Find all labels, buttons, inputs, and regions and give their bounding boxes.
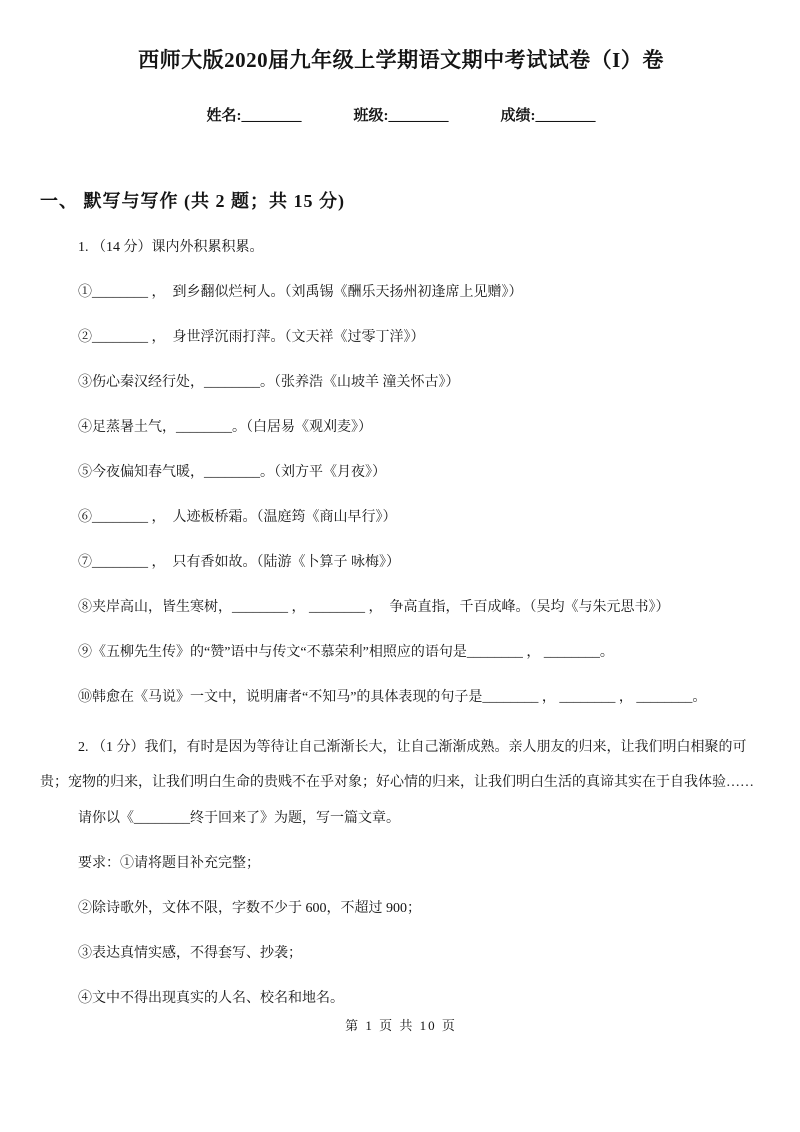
- question-1-item-2: ②________ ， 身世浮沉雨打萍。（文天祥《过零丁洋》）: [78, 330, 425, 345]
- student-info-row: [40, 104, 762, 125]
- question-1-item-4: ④足蒸暑土气，________。（白居易《观刈麦》）: [78, 420, 372, 435]
- page-title: 西师大版2020届九年级上学期语文期中考试试卷（I）卷: [138, 48, 664, 72]
- question-1-item-7: ⑦________ ， 只有香如故。（陆游《卜算子 咏梅》）: [78, 555, 400, 570]
- student-name-field: 姓名:________: [206, 108, 302, 124]
- student-score-field: 成绩:________: [500, 108, 596, 124]
- question-1-item-5: ⑤今夜偏知春气暖，________。（刘方平《月夜》）: [78, 465, 386, 480]
- question-1-item-9: ⑨《五柳先生传》的“赞”语中与传文“不慕荣利”相照应的语句是________ ， ________。: [78, 645, 614, 660]
- question-2-intro: 2. （1 分）我们，有时是因为等待让自己渐渐长大，让自己渐渐成熟。亲人朋友的归来，让我们明白相聚的可贵；宠物的归来，让我们明白生命的贵贱不在乎对象；好心情的归来，让我们明白生活的真谛其实在于自我体验……: [40, 740, 754, 790]
- requirement-line-3: ③表达真情实感，不得套写、抄袭；: [78, 946, 302, 961]
- essay-title-line: 请你以《________终于回来了》为题，写一篇文章。: [78, 811, 400, 826]
- student-class-field: 班级:________: [353, 108, 449, 124]
- question-1-item-8: ⑧夹岸高山，皆生寒树，________ ， ________ ， 争高直指，千百成峰。（吴均《与朱元思书》）: [78, 600, 670, 615]
- requirement-line-4: ④文中不得出现真实的人名、校名和地名。: [78, 991, 344, 1006]
- requirement-line-1: 要求：①请将题目补充完整；: [78, 856, 260, 871]
- question-1-stem: 1. （14 分）课内外积累积累。: [78, 240, 264, 255]
- question-1-item-3: ③伤心秦汉经行处，________。（张养浩《山坡羊 潼关怀古》）: [78, 375, 460, 390]
- section-heading: 一、 默写与写作 (共 2 题；共 15 分): [40, 191, 345, 211]
- question-1-item-1: ①________ ， 到乡翻似烂柯人。（刘禹锡《酬乐天扬州初逢席上见赠》）: [78, 285, 523, 300]
- page-footer: 第 1 页 共 10 页: [345, 1018, 457, 1033]
- question-1-item-6: ⑥________ ， 人迹板桥霜。（温庭筠《商山早行》）: [78, 510, 397, 525]
- requirement-line-2: ②除诗歌外，文体不限，字数不少于 600，不超过 900；: [78, 901, 421, 916]
- question-1-item-10: ⑩韩愈在《马说》一文中，说明庸者“不知马”的具体表现的句子是________ ， ________ ， ________。: [78, 690, 707, 705]
